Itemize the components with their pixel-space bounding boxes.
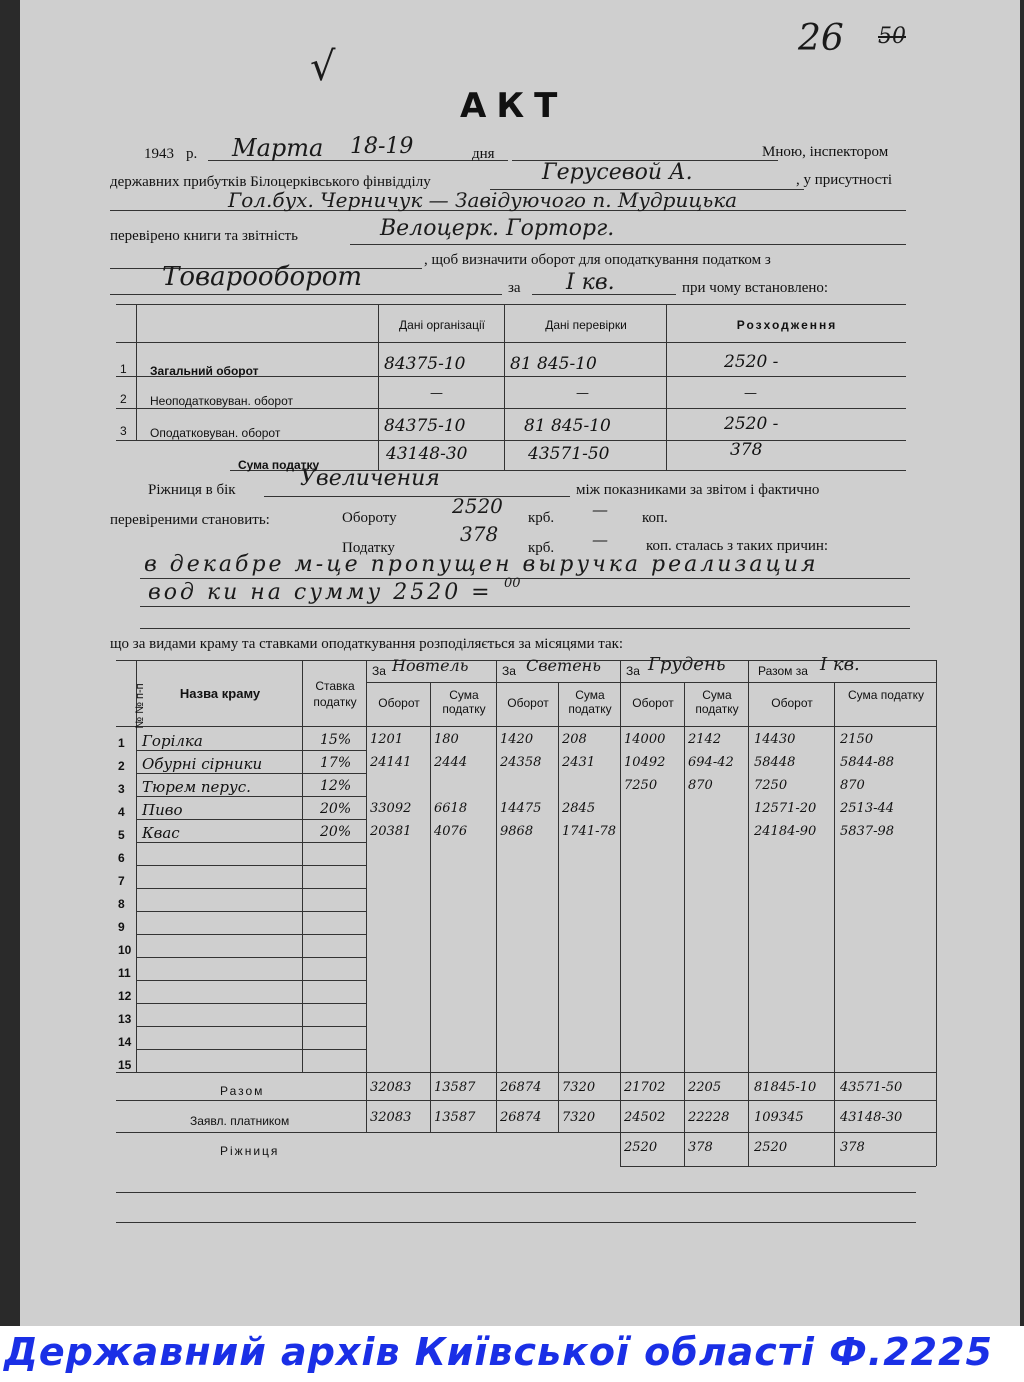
t1-header-diff: Розходження xyxy=(736,318,838,332)
summary-row-value: 7320 xyxy=(562,1110,596,1125)
t1-row-1-org: 84375-10 xyxy=(384,354,466,374)
t2-sub-turnover-total: Оборот xyxy=(771,696,813,710)
table-row-number: 8 xyxy=(118,897,125,911)
table-row-value: 208 xyxy=(562,732,587,747)
summary-row-value: 43148-30 xyxy=(840,1110,903,1125)
t2-sub-tax-total: Сума податку xyxy=(848,688,924,702)
t2-sub-turnover-2: Оборот xyxy=(507,696,549,710)
summary-row-value: 26874 xyxy=(500,1110,542,1125)
table-row-number: 11 xyxy=(118,966,131,980)
diff-tax-label: Податку xyxy=(342,540,395,556)
diff-between-text: між показниками за звітом і фактично xyxy=(576,482,820,498)
t1-tax-label: Сума податку xyxy=(238,458,320,472)
summary-row-value: 2520 xyxy=(624,1140,658,1155)
page-number-struck: 50 xyxy=(878,24,906,49)
table-row-name: Тюрем перус. xyxy=(142,778,251,796)
table-row-number: 13 xyxy=(118,1012,132,1026)
table-row-value: 2444 xyxy=(434,755,468,770)
table-row-rule xyxy=(136,1003,366,1004)
t1-tax-org: 43148-30 xyxy=(386,444,468,464)
table-row-rate: 15% xyxy=(320,732,352,748)
archive-caption-bar xyxy=(0,1326,1024,1382)
table-row-number: 1 xyxy=(118,736,125,750)
document-title: АКТ xyxy=(460,86,568,126)
table-row-value: 4076 xyxy=(434,824,468,839)
line2-prefix: державних прибутків Білоцерківського фінвідділу xyxy=(110,174,431,190)
table-row-value: 180 xyxy=(434,732,459,747)
table-row-rule xyxy=(136,819,366,820)
t2-col-name: Назва краму xyxy=(179,686,261,701)
reason-hand-1: в декабре м-це пропущен выручка реализация xyxy=(144,552,819,577)
table-row-value: 1420 xyxy=(500,732,534,747)
table-row-number: 6 xyxy=(118,851,125,865)
table-row-value: 24358 xyxy=(500,755,542,770)
table-row-value: 7250 xyxy=(624,778,658,793)
t1-row-2-diff: — xyxy=(744,386,757,401)
table-row-value: 870 xyxy=(688,778,713,793)
summary-row-value: 81845-10 xyxy=(754,1080,817,1095)
year-prefix: 1943 xyxy=(144,146,174,162)
diff-krb-1: крб. xyxy=(528,510,555,526)
table-row-number: 2 xyxy=(118,759,125,773)
table-row-value: 2431 xyxy=(562,755,596,770)
summary-row-value: 21702 xyxy=(624,1080,666,1095)
table-row-rule xyxy=(136,1049,366,1050)
table-row-rate: 17% xyxy=(320,755,352,771)
page-number-mark: 26 xyxy=(798,18,844,59)
t2-month-3: Грудень xyxy=(648,654,726,675)
t1-row-3-n: 3 xyxy=(120,424,127,438)
t1-row-3-label: Оподатковуван. оборот xyxy=(150,426,281,440)
table-row-name: Обурні сірники xyxy=(142,755,263,773)
t1-row-2-label: Неоподатковуван. оборот xyxy=(150,394,294,408)
t1-row-3-check: 81 845-10 xyxy=(524,416,611,436)
t1-row-1-check: 81 845-10 xyxy=(510,354,597,374)
table-row-rule xyxy=(136,842,366,843)
summary-row-value: 43571-50 xyxy=(840,1080,903,1095)
t2-sub-turnover-1: Оборот xyxy=(378,696,420,710)
summary-row-value: 109345 xyxy=(754,1110,804,1125)
reason-hand-2: вод ки на сумму 2520 = xyxy=(148,580,493,605)
table-row-rule xyxy=(136,750,366,751)
summary-row-value: 378 xyxy=(688,1140,713,1155)
t2-col-rate: Ставка податку xyxy=(313,679,357,709)
reason-cents: 00 xyxy=(504,576,521,591)
t1-row-2-n: 2 xyxy=(120,392,127,406)
table-row-rule xyxy=(136,911,366,912)
table-row-value: 6618 xyxy=(434,801,468,816)
table-row-name: Пиво xyxy=(142,801,183,819)
table-row-value: 5837-98 xyxy=(840,824,895,839)
t1-row-1-diff: 2520 - xyxy=(724,352,779,372)
checked-hand: Велоцерк. Горторг. xyxy=(380,216,615,241)
table-row-value: 2142 xyxy=(688,732,722,747)
t2-month-2: Светень xyxy=(526,656,601,675)
check-mark: √ xyxy=(310,44,336,90)
t2-month-label-2: За xyxy=(502,664,516,678)
period-hand: I кв. xyxy=(566,270,615,295)
diff-direction-hand: Увеличения xyxy=(300,466,440,491)
t1-row-2-org: — xyxy=(430,386,443,401)
table-row-value: 14000 xyxy=(624,732,666,747)
table-row-rule xyxy=(136,1072,366,1073)
t1-header-org: Дані організації xyxy=(399,318,485,332)
table-row-value: 10492 xyxy=(624,755,666,770)
table-row-rate: 12% xyxy=(320,778,352,794)
table-row-value: 24141 xyxy=(370,755,412,770)
table-row-value: 20381 xyxy=(370,824,412,839)
table-row-value: 14475 xyxy=(500,801,542,816)
table-row-value: 1201 xyxy=(370,732,404,747)
diff-label: Ріжниця в бік xyxy=(148,482,236,498)
table-row-value: 1741-78 xyxy=(562,824,617,839)
established-text: при чому встановлено: xyxy=(682,280,829,296)
summary-row-value: 24502 xyxy=(624,1110,666,1125)
table-row-number: 10 xyxy=(118,943,132,957)
summary-row-value: 22228 xyxy=(688,1110,730,1125)
table-row-value: 14430 xyxy=(754,732,796,747)
archive-caption: Державний архів Київської області Ф.2225 xyxy=(4,1330,993,1374)
t1-row-1-n: 1 xyxy=(120,362,127,376)
table-row-value: 9868 xyxy=(500,824,534,839)
summary-row-value: 32083 xyxy=(370,1080,412,1095)
summary-row-value: 13587 xyxy=(434,1080,476,1095)
table-row-rule xyxy=(136,773,366,774)
year-letter: р. xyxy=(186,146,198,162)
table-row-rate: 20% xyxy=(320,801,352,817)
table-row-number: 7 xyxy=(118,874,125,888)
period-label: за xyxy=(508,280,521,296)
t2-month-label-3: За xyxy=(626,664,640,678)
summary-row-value: 26874 xyxy=(500,1080,542,1095)
purpose-text: , щоб визначити оборот для оподаткування податком з xyxy=(424,252,771,268)
table-row-number: 3 xyxy=(118,782,125,796)
table-row-number: 9 xyxy=(118,920,125,934)
t1-tax-check: 43571-50 xyxy=(528,444,610,464)
diff-kop-1: коп. xyxy=(642,510,668,526)
t1-row-2-check: — xyxy=(576,386,589,401)
summary-row-value: 13587 xyxy=(434,1110,476,1125)
table-row-rule xyxy=(136,980,366,981)
table-row-value: 58448 xyxy=(754,755,796,770)
t2-intro: що за видами краму та ставками оподаткування розподіляється за місяцями так: xyxy=(110,636,624,652)
summary-row-value: 378 xyxy=(840,1140,865,1155)
diff-tax-rub: 378 xyxy=(460,522,499,546)
table-row-rule xyxy=(136,888,366,889)
t1-row-3-diff: 2520 - xyxy=(724,414,779,434)
t1-row-1-label: Загальний оборот xyxy=(150,364,259,378)
table-row-value: 2150 xyxy=(840,732,874,747)
day-hand: 18-19 xyxy=(350,134,414,159)
diff-verified-text: перевіреними становить: xyxy=(110,512,270,528)
t2-total-period: I кв. xyxy=(820,654,860,675)
turnover-hand: Товарооборот xyxy=(162,262,363,292)
summary-row-value: 7320 xyxy=(562,1080,596,1095)
t1-tax-diff: 378 xyxy=(730,440,763,460)
document-page xyxy=(20,0,1020,1382)
summary-row-value: 2520 xyxy=(754,1140,788,1155)
t1-header-check: Дані перевірки xyxy=(545,318,627,332)
table-row-rule xyxy=(136,1026,366,1027)
table-row-value: 694-42 xyxy=(688,755,734,770)
table-row-name: Горілка xyxy=(142,732,203,750)
table-row-number: 4 xyxy=(118,805,125,819)
table-row-value: 870 xyxy=(840,778,865,793)
t2-col-no: № № п-п xyxy=(134,683,146,729)
t2-total-label: Разом за xyxy=(758,664,808,678)
checked-text: перевірено книги та звітність xyxy=(110,228,298,244)
t2-month-label-1: За xyxy=(372,664,386,678)
diff-turnover-rub: 2520 xyxy=(452,494,503,518)
inspector-name-hand: Герусевой А. xyxy=(542,160,693,185)
table-row-rate: 20% xyxy=(320,824,352,840)
t2-month-1: Новтель xyxy=(392,656,469,675)
table-row-number: 12 xyxy=(118,989,132,1003)
table-row-value: 2513-44 xyxy=(840,801,895,816)
table-row-number: 15 xyxy=(118,1058,132,1072)
inspector-text: Мною, інспектором xyxy=(762,144,889,160)
diff-turnover-kop: — xyxy=(592,500,608,519)
t2-sub-tax-3: Сума податку xyxy=(695,688,739,716)
presence-hand: Гол.бух. Черничук — Завідуючого п. Мудрицька xyxy=(228,188,738,212)
summary-row-label: Ріжниця xyxy=(220,1144,280,1158)
table-row-number: 14 xyxy=(118,1035,132,1049)
day-label: дня xyxy=(472,146,495,162)
summary-row-value: 32083 xyxy=(370,1110,412,1125)
table-row-value: 12571-20 xyxy=(754,801,817,816)
summary-row-label: Разом xyxy=(220,1084,265,1098)
diff-krb-2: крб. xyxy=(528,540,555,556)
table-row-rule xyxy=(136,934,366,935)
table-row-rule xyxy=(136,865,366,866)
table-row-number: 5 xyxy=(118,828,125,842)
table-row-value: 24184-90 xyxy=(754,824,817,839)
table-row-name: Квас xyxy=(142,824,180,842)
month-hand: Марта xyxy=(232,134,324,162)
diff-reason-text: коп. сталась з таких причин: xyxy=(646,538,829,554)
t2-sub-tax-1: Сума податку xyxy=(442,688,486,716)
summary-row-value: 2205 xyxy=(688,1080,722,1095)
t2-sub-turnover-3: Оборот xyxy=(632,696,674,710)
t2-sub-tax-2: Сума податку xyxy=(568,688,612,716)
table-row-value: 2845 xyxy=(562,801,596,816)
presence-text: , у присутності xyxy=(796,172,893,188)
table-row-rule xyxy=(136,796,366,797)
table-row-value: 7250 xyxy=(754,778,788,793)
diff-tax-kop: — xyxy=(592,530,608,549)
summary-row-label: Заявл. платником xyxy=(190,1114,290,1128)
table-row-value: 33092 xyxy=(370,801,412,816)
table-row-value: 5844-88 xyxy=(840,755,895,770)
diff-turnover-label: Обороту xyxy=(342,510,397,526)
t1-row-3-org: 84375-10 xyxy=(384,416,466,436)
table-row-rule xyxy=(136,957,366,958)
